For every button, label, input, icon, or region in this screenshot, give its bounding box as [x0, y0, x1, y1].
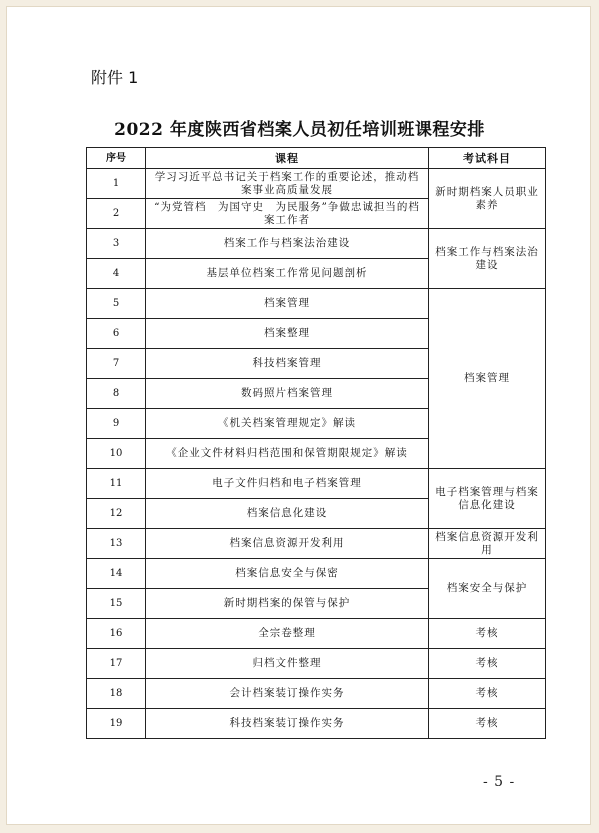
- exam-subject: 档案安全与保护: [429, 559, 546, 619]
- course-name: 《机关档案管理规定》解读: [146, 409, 429, 439]
- course-name: 会计档案装订操作实务: [146, 679, 429, 709]
- row-number: 4: [87, 259, 146, 289]
- header-no: 序号: [87, 148, 146, 169]
- table-row: [87, 709, 546, 739]
- row-number: 17: [87, 649, 146, 679]
- course-name: 档案信息化建设: [146, 499, 429, 529]
- course-name: 数码照片档案管理: [146, 379, 429, 409]
- table-header-row: [87, 148, 546, 169]
- course-name: 学习习近平总书记关于档案工作的重要论述，推动档案事业高质量发展: [146, 169, 429, 199]
- row-number: 12: [87, 499, 146, 529]
- exam-subject: 档案工作与档案法治建设: [429, 229, 546, 289]
- course-name: 基层单位档案工作常见问题剖析: [146, 259, 429, 289]
- course-name: 归档文件整理: [146, 649, 429, 679]
- course-name: 档案整理: [146, 319, 429, 349]
- course-schedule-table: [86, 147, 546, 739]
- row-number: 6: [87, 319, 146, 349]
- course-name: 《企业文件材料归档范围和保管期限规定》解读: [146, 439, 429, 469]
- exam-subject: 考核: [429, 709, 546, 739]
- row-number: 1: [87, 169, 146, 199]
- exam-subject: 考核: [429, 619, 546, 649]
- table-row: [87, 289, 546, 319]
- exam-subject: 档案管理: [429, 289, 546, 469]
- row-number: 10: [87, 439, 146, 469]
- exam-subject: 考核: [429, 679, 546, 709]
- row-number: 14: [87, 559, 146, 589]
- document-page: [6, 6, 591, 825]
- table-row: [87, 169, 546, 199]
- course-name: 科技档案装订操作实务: [146, 709, 429, 739]
- row-number: 11: [87, 469, 146, 499]
- row-number: 3: [87, 229, 146, 259]
- header-subject: 考试科目: [429, 148, 546, 169]
- exam-subject: 档案信息资源开发利用: [429, 529, 546, 559]
- row-number: 2: [87, 199, 146, 229]
- row-number: 15: [87, 589, 146, 619]
- course-name: 电子文件归档和电子档案管理: [146, 469, 429, 499]
- row-number: 9: [87, 409, 146, 439]
- table-row: [87, 619, 546, 649]
- course-name: 档案信息资源开发利用: [146, 529, 429, 559]
- exam-subject: 电子档案管理与档案信息化建设: [429, 469, 546, 529]
- course-name: 档案管理: [146, 289, 429, 319]
- table-row: [87, 679, 546, 709]
- row-number: 7: [87, 349, 146, 379]
- exam-subject: 考核: [429, 649, 546, 679]
- course-name: 档案信息安全与保密: [146, 559, 429, 589]
- table-row: [87, 229, 546, 259]
- row-number: 18: [87, 679, 146, 709]
- course-name: “为党管档 为国守史 为民服务”争做忠诚担当的档案工作者: [146, 199, 429, 229]
- document-title: 2022 年度陕西省档案人员初任培训班课程安排: [114, 120, 485, 140]
- header-course: 课程: [146, 148, 429, 169]
- table-row: [87, 559, 546, 589]
- row-number: 8: [87, 379, 146, 409]
- row-number: 16: [87, 619, 146, 649]
- course-name: 新时期档案的保管与保护: [146, 589, 429, 619]
- course-name: 全宗卷整理: [146, 619, 429, 649]
- attachment-label: 附件 1: [91, 68, 139, 87]
- table-row: [87, 529, 546, 559]
- row-number: 5: [87, 289, 146, 319]
- page-number: - 5 -: [483, 774, 516, 790]
- table-row: [87, 649, 546, 679]
- row-number: 19: [87, 709, 146, 739]
- row-number: 13: [87, 529, 146, 559]
- course-name: 档案工作与档案法治建设: [146, 229, 429, 259]
- exam-subject: 新时期档案人员职业素养: [429, 169, 546, 229]
- table-row: [87, 469, 546, 499]
- course-name: 科技档案管理: [146, 349, 429, 379]
